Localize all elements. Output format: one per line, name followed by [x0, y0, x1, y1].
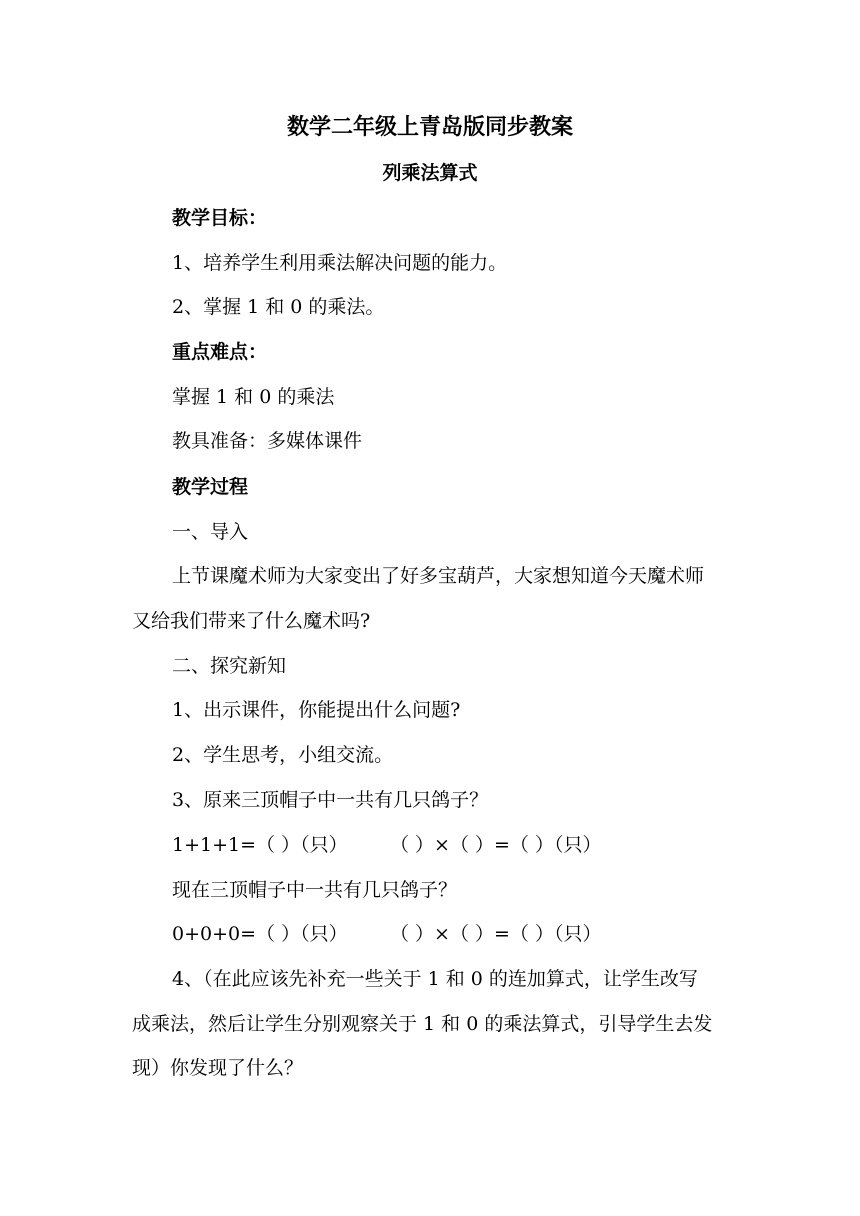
section-intro: 一、导入 [172, 521, 249, 543]
formula-2-multiplication: （ ）×（ ）=（ ）（只） [390, 923, 602, 945]
formula-2-addition: 0+0+0=（ ）（只） [172, 923, 348, 945]
question-now: 现在三顶帽子中一共有几只鸽子？ [172, 879, 458, 901]
objectives-heading: 教学目标： [172, 207, 268, 229]
step-4-line-2: 成乘法，然后让学生分别观察关于 1 和 0 的乘法算式，引导学生去发 [132, 1013, 713, 1035]
intro-paragraph-line-2: 又给我们带来了什么魔术吗? [132, 610, 371, 632]
objective-1: 1、培养学生利用乘法解决问题的能力。 [172, 252, 508, 274]
step-3: 3、原来三顶帽子中一共有几只鸽子？ [172, 789, 489, 811]
objective-2: 2、掌握 1 和 0 的乘法。 [172, 296, 385, 318]
step-2: 2、学生思考，小组交流。 [172, 744, 394, 766]
intro-paragraph-line-1: 上节课魔术师为大家变出了好多宝葫芦，大家想知道今天魔术师 [172, 565, 705, 587]
tools-text: 教具准备：多媒体课件 [172, 430, 363, 452]
step-1: 1、出示课件，你能提出什么问题? [172, 699, 461, 721]
formula-1-addition: 1+1+1=（ ）（只） [172, 834, 348, 856]
step-4-line-3: 现）你发现了什么？ [132, 1057, 304, 1079]
formula-row-1 [0, 831, 860, 859]
process-heading: 教学过程 [172, 476, 249, 498]
document-subtitle: 列乘法算式 [382, 162, 478, 184]
document-title: 数学二年级上青岛版同步教案 [286, 115, 573, 140]
keypoints-text: 掌握 1 和 0 的乘法 [172, 386, 335, 408]
formula-1-multiplication: （ ）×（ ）=（ ）（只） [390, 834, 602, 856]
section-explore: 二、探究新知 [172, 655, 287, 677]
step-4-line-1: 4、（在此应该先补充一些关于 1 和 0 的连加算式，让学生改写 [172, 968, 698, 990]
keypoints-heading: 重点难点： [172, 341, 268, 363]
formula-row-2 [0, 920, 860, 948]
